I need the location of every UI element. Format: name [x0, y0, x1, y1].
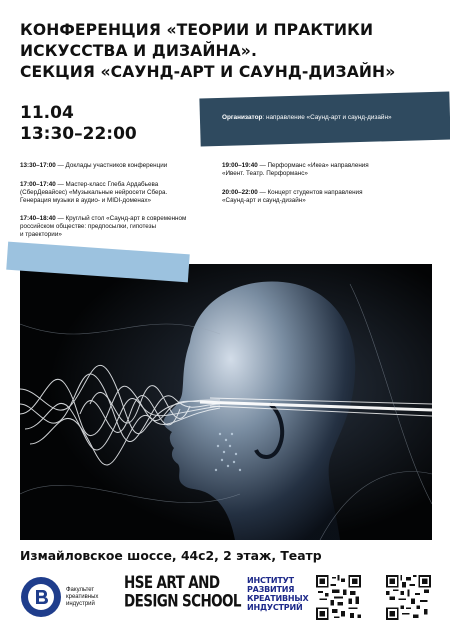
event-address: Измайловское шоссе, 44с2, 2 этаж, Театр: [20, 548, 322, 563]
schedule-time: 13:30–17:00: [20, 162, 56, 169]
schedule-item: [20, 181, 210, 206]
schedule-text: (СберДевайсес) «Музыкальные нейросети Сбера.: [20, 189, 168, 197]
schedule-text: — Доклады участников конференции: [55, 162, 168, 169]
title-line-2: ИСКУССТВА И ДИЗАЙНА».: [20, 42, 258, 60]
schedule-text: — Концерт студентов направления: [257, 189, 363, 196]
hse-art-design-logo: [124, 574, 241, 612]
organizer-text: [222, 114, 392, 121]
schedule-text: «Саунд-арт и саунд-дизайн»: [222, 197, 306, 205]
organizer-label: Организатор: [222, 114, 263, 121]
faculty-line: индустрий: [66, 601, 95, 607]
schedule-text: российском обществе: предпосылки, гипотезы: [20, 223, 157, 231]
schedule-text: Генерация музыки в аудио- и MIDI-доменах»: [20, 197, 152, 205]
schedule-text: и траектории»: [20, 231, 62, 239]
schedule-time: 19:00–19:40: [222, 162, 258, 169]
faculty-logo-text: [66, 587, 98, 608]
faculty-line: Факультет: [66, 587, 95, 593]
institute-line: КРЕАТИВНЫХ: [247, 594, 309, 603]
institute-line: ИНСТИТУТ: [247, 576, 294, 585]
schedule-time: 20:00–22:00: [222, 189, 258, 196]
event-time: 13:30–22:00: [20, 124, 137, 144]
schedule-item: [20, 215, 220, 240]
schedule-time: 17:40–18:40: [20, 215, 56, 222]
institute-line: РАЗВИТИЯ: [247, 585, 295, 594]
schedule-text: — Мастер-класс Глеба Ардабьева: [55, 181, 159, 188]
hse-seal-icon: [20, 576, 62, 618]
qr-code-icon[interactable]: [316, 575, 361, 620]
schedule-text: — Перформанс «Икеа» направления: [257, 162, 369, 169]
schedule-item: [222, 189, 422, 205]
hse-art-line: DESIGN SCHOOL: [124, 591, 241, 612]
title-line-1: КОНФЕРЕНЦИЯ «ТЕОРИИ И ПРАКТИКИ: [20, 21, 374, 39]
hse-art-line: HSE ART AND: [124, 572, 220, 593]
qr-code-icon[interactable]: [386, 575, 431, 620]
hero-image: [20, 264, 432, 540]
institute-logo: [247, 576, 308, 612]
schedule-item: [20, 162, 210, 170]
schedule-time: 17:00–17:40: [20, 181, 56, 188]
head-soundwave-illustration: [20, 264, 432, 540]
title-line-3: СЕКЦИЯ «САУНД-АРТ И САУНД-ДИЗАЙН»: [20, 63, 396, 81]
schedule-text: — Круглый стол «Саунд-арт в современном: [55, 215, 187, 222]
schedule-item: [222, 162, 422, 178]
event-day: 11.04: [20, 103, 74, 123]
schedule-text: «Ивент. Театр. Перформанс»: [222, 170, 308, 178]
page-title: [20, 20, 440, 83]
organizer-value: : направление «Саунд-арт и саунд-дизайн»: [262, 114, 392, 121]
faculty-line: креативных: [66, 594, 99, 600]
institute-line: ИНДУСТРИЙ: [247, 603, 303, 612]
event-date: [20, 103, 137, 145]
